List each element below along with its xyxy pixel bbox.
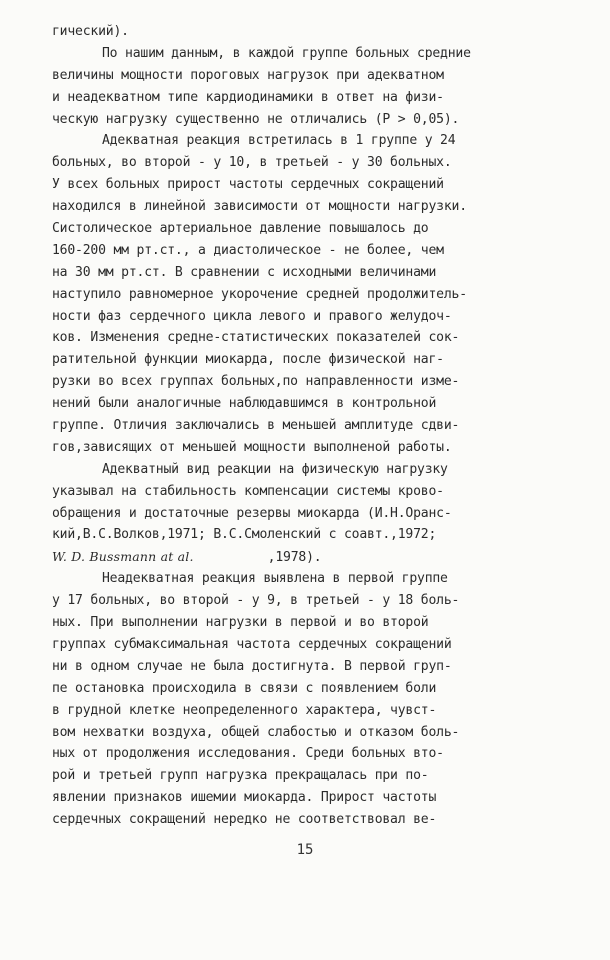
text-line: ческую нагрузку существенно не отличались (Р > 0,05). bbox=[52, 111, 460, 127]
text-line: на 30 мм рт.ст. В сравнении с исходными величинами bbox=[52, 264, 437, 280]
text-line: Адекватный вид реакции на физическую нагрузку bbox=[102, 461, 448, 477]
text-line: ности фаз сердечного цикла левого и правого желудоч- bbox=[52, 308, 452, 324]
text-line: Систолическое артериальное давление повышалось до bbox=[52, 221, 429, 237]
text-line: рой и третьей групп нагрузка прекращалась при по- bbox=[52, 768, 429, 784]
text-line: ни в одном случае не была достигнута. В первой груп- bbox=[52, 658, 452, 674]
text-line: величины мощности пороговых нагрузок при адекватном bbox=[52, 67, 444, 83]
text-line: пе остановка происходила в связи с появлением боли bbox=[52, 680, 437, 696]
text-line: рузки во всех группах больных,по направленности изме- bbox=[52, 374, 460, 390]
text-line: вом нехватки воздуха, общей слабостью и отказом боль- bbox=[52, 724, 460, 740]
text-line: явлении признаков ишемии миокарда. Прирост частоты bbox=[52, 790, 437, 806]
text-line: 160-200 мм рт.ст., а диастолическое - не более, чем bbox=[52, 242, 444, 258]
page-number: 15 bbox=[296, 842, 314, 858]
text-line: находился в линейной зависимости от мощности нагрузки. bbox=[52, 199, 467, 215]
text-line: обращения и достаточные резервы миокарда (И.Н.Оранс- bbox=[52, 505, 452, 521]
text-line: кий,В.С.Волков,1971; В.С.Смоленский с соавт.,1972; bbox=[52, 527, 437, 543]
text-line: гов,зависящих от меньшей мощности выполненой работы. bbox=[52, 439, 452, 455]
text-line: ратительной функции миокарда, после физической наг- bbox=[52, 352, 444, 368]
text-line: Адекватная реакция встретилась в 1 группе у 24 bbox=[102, 133, 456, 149]
text-line: указывал на стабильность компенсации системы крово- bbox=[52, 483, 444, 499]
text-line: ных. При выполнении нагрузки в первой и во второй bbox=[52, 615, 429, 631]
handwritten-citation: W. D. Bussmann at al. bbox=[52, 549, 194, 565]
text-line: наступило равномерное укорочение средней продолжитель- bbox=[52, 286, 467, 302]
text-line: У всех больных прирост частоты сердечных сокращений bbox=[52, 177, 444, 193]
text-line: и неадекватном типе кардиодинамики в ответ на физи- bbox=[52, 89, 444, 105]
text-line: в грудной клетке неопределенного характера, чувст- bbox=[52, 702, 437, 718]
citation-year: ,1978). bbox=[267, 550, 322, 566]
text-line: ных от продолжения исследования. Среди больных вто- bbox=[52, 746, 444, 762]
text-line: По нашим данным, в каждой группе больных средние bbox=[102, 45, 471, 61]
text-line: Неадекватная реакция выявлена в первой группе bbox=[102, 571, 448, 587]
text-line: ков. Изменения средне-статистических показателей сок- bbox=[52, 330, 460, 346]
text-line: у 17 больных, во второй - у 9, в третьей - у 18 боль- bbox=[52, 593, 460, 609]
text-line: сердечных сокращений нередко не соответствовал ве- bbox=[52, 812, 437, 828]
citation-line bbox=[52, 546, 572, 568]
text-line: группах субмаксимальная частота сердечных сокращений bbox=[52, 636, 452, 652]
text-line: больных, во второй - у 10, в третьей - у 30 больных. bbox=[52, 155, 452, 171]
text-line: группе. Отличия заключались в меньшей амплитуде сдви- bbox=[52, 418, 460, 434]
body-text bbox=[52, 21, 572, 831]
text-line: гический). bbox=[52, 24, 129, 39]
text-line: нений были аналогичные наблюдавшимся в контрольной bbox=[52, 396, 437, 412]
